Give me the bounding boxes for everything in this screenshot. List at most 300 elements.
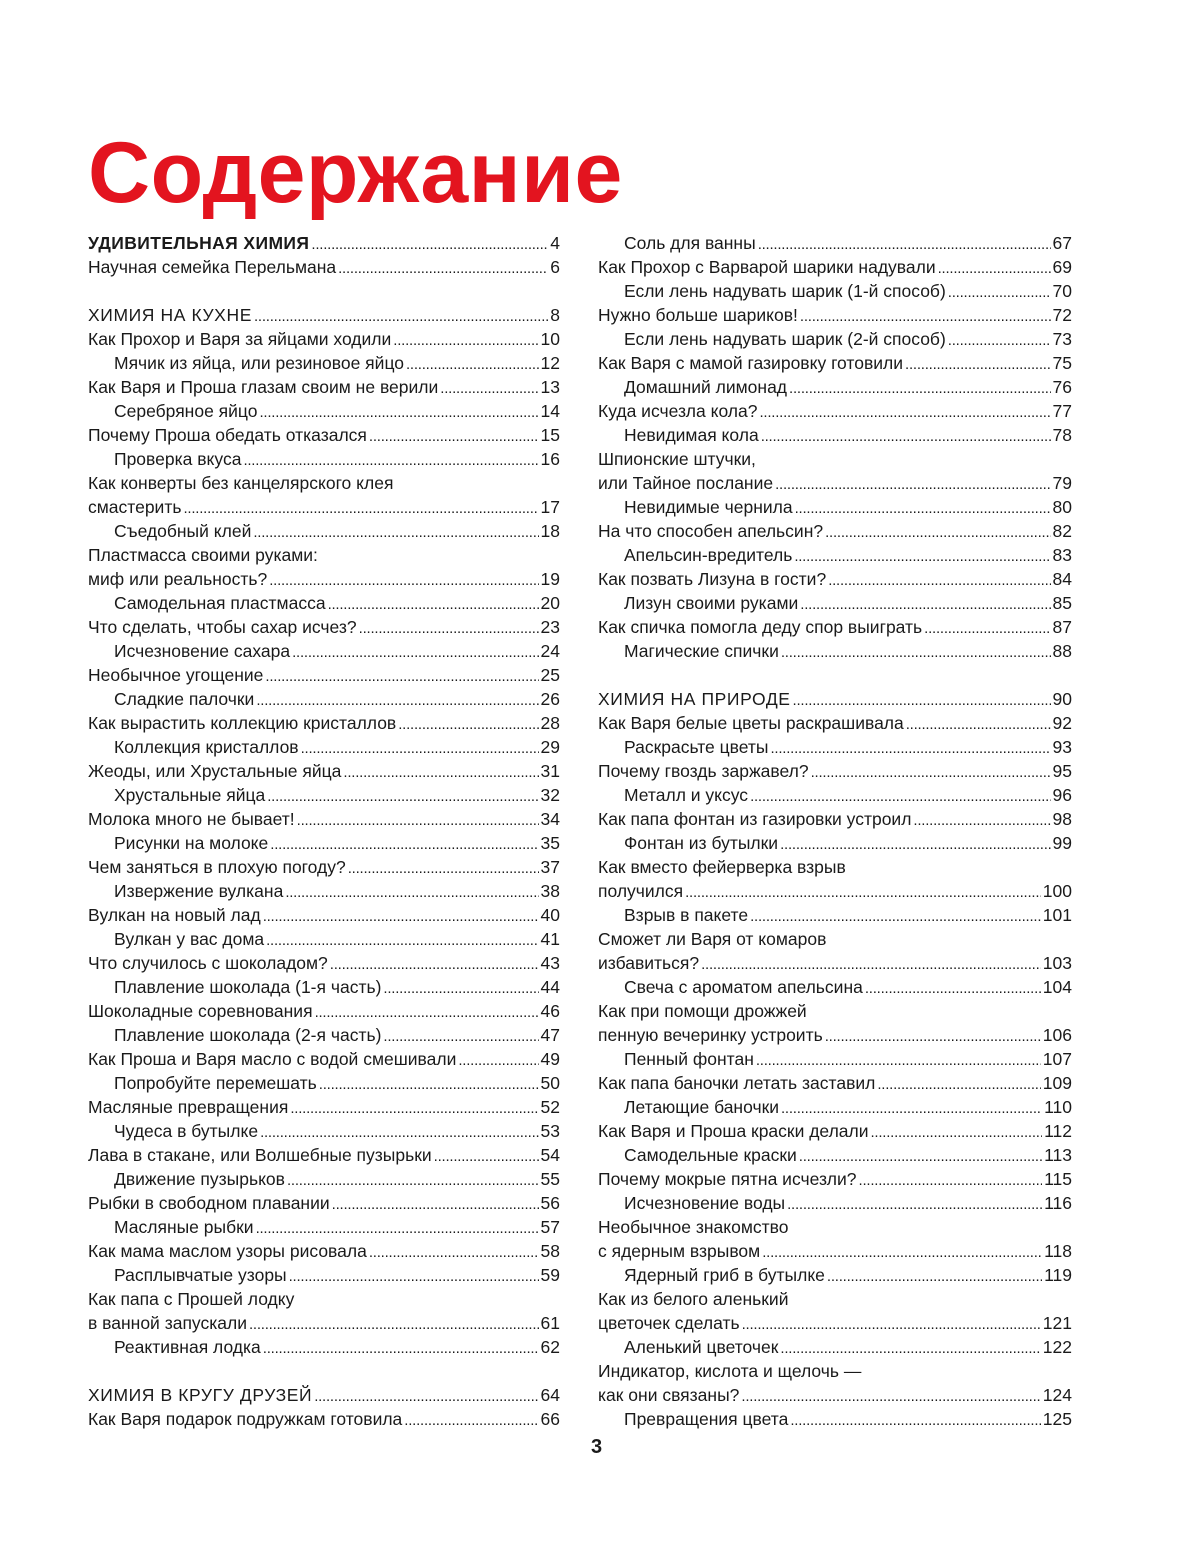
toc-page-number: 38 [540, 881, 560, 901]
dot-leader [440, 375, 538, 399]
toc-entry-title: ХИМИЯ НА ПРИРОДЕ [598, 689, 791, 709]
dot-leader [780, 831, 1050, 855]
toc-entry-title: Расплывчатые узоры [114, 1265, 287, 1285]
toc-entry-title: Научная семейка Перельмана [88, 257, 337, 277]
dot-leader [267, 783, 538, 807]
toc-entry-title: Почему гвоздь заржавел? [598, 761, 809, 781]
toc-page-number: 83 [1052, 545, 1072, 565]
dot-leader [865, 975, 1041, 999]
toc-page-number: 66 [540, 1409, 560, 1429]
toc-entry [598, 399, 1072, 423]
toc-page-number: 40 [540, 905, 560, 925]
toc-entry-title: Что сделать, чтобы сахар исчез? [88, 617, 357, 637]
toc-subentry [598, 639, 1072, 663]
toc-entry-title: Необычное угощение [88, 665, 264, 685]
toc-entry-title: Индикатор, кислота и щелочь — [598, 1361, 862, 1381]
toc-page-number: 99 [1052, 833, 1072, 853]
dot-leader [301, 735, 539, 759]
dot-leader [913, 807, 1050, 831]
toc-page-number: 55 [540, 1169, 560, 1189]
toc-entry [88, 495, 560, 519]
toc-entry-title: Как из белого аленький [598, 1289, 789, 1309]
toc-entry-title: Как папа фонтан из газировки устроил [598, 809, 912, 829]
toc-entry [88, 1191, 560, 1215]
page-title: Содержание [88, 125, 623, 221]
toc-entry-title: Фонтан из бутылки [624, 833, 779, 853]
toc-entry-title: Шпионские штучки, [598, 449, 756, 469]
toc-page-number: 28 [540, 713, 560, 733]
dot-leader [789, 375, 1051, 399]
toc-entry-title: Пенный фонтан [624, 1049, 754, 1069]
toc-entry [88, 327, 560, 351]
toc-left-column [88, 231, 560, 1431]
toc-entry-title: Самодельные краски [624, 1145, 797, 1165]
toc-entry-title: Плавление шоколада (2-я часть) [114, 1025, 382, 1045]
toc-page-number: 64 [540, 1385, 560, 1405]
toc-entry-title: Превращения цвета [624, 1409, 789, 1429]
toc-page-number: 44 [540, 977, 560, 997]
toc-entry-title: Исчезновение сахара [114, 641, 291, 661]
toc-page-number: 69 [1052, 257, 1072, 277]
dot-leader [256, 1215, 539, 1239]
toc-entry-title: Серебряное яйцо [114, 401, 258, 421]
dot-leader [800, 303, 1051, 327]
toc-subentry [598, 1191, 1072, 1215]
dot-leader [948, 279, 1051, 303]
toc-subentry [88, 447, 560, 471]
toc-page-number: 59 [540, 1265, 560, 1285]
dot-leader [259, 399, 538, 423]
toc-page-number: 17 [540, 497, 560, 517]
toc-page-number: 46 [540, 1001, 560, 1021]
dot-leader [759, 399, 1050, 423]
toc-entry [88, 903, 560, 927]
dot-leader [315, 999, 539, 1023]
toc-subentry [88, 879, 560, 903]
toc-page-number: 113 [1044, 1145, 1072, 1165]
toc-page-number: 121 [1042, 1313, 1072, 1333]
toc-page-number: 25 [540, 665, 560, 685]
toc-entry-title: Как Варя и Проша краски делали [598, 1121, 869, 1141]
toc-entry-title: Сможет ли Варя от комаров [598, 929, 827, 949]
toc-subentry [598, 783, 1072, 807]
toc-entry-title: Как Прохор с Варварой шарики надували [598, 257, 936, 277]
toc-subentry [88, 1263, 560, 1287]
toc-entry-title: Взрыв в пакете [624, 905, 749, 925]
toc-page-number: 57 [540, 1217, 560, 1237]
dot-leader [328, 591, 539, 615]
toc-page-number: 92 [1052, 713, 1072, 733]
dot-leader [781, 639, 1051, 663]
toc-entry [88, 663, 560, 687]
toc-page-number: 35 [540, 833, 560, 853]
dot-leader [434, 1143, 539, 1167]
toc-page-number: 52 [540, 1097, 560, 1117]
toc-page-number: 37 [540, 857, 560, 877]
toc-entry-title: с ядерным взрывом [598, 1241, 761, 1261]
dot-leader [270, 831, 538, 855]
toc-subentry [598, 735, 1072, 759]
toc-entry [88, 543, 560, 567]
toc-page-number: 118 [1044, 1241, 1072, 1261]
toc-entry-title: Как при помощи дрожжей [598, 1001, 807, 1021]
page-number: 3 [590, 1436, 603, 1458]
dot-leader [750, 783, 1050, 807]
toc-entry-title: Аленький цветочек [624, 1337, 779, 1357]
toc-page-number: 80 [1052, 497, 1072, 517]
toc-page-number: 32 [540, 785, 560, 805]
dot-leader [877, 1071, 1040, 1095]
toc-page-number: 20 [540, 593, 560, 613]
toc-page-number: 62 [540, 1337, 560, 1357]
dot-leader [825, 519, 1050, 543]
toc-subentry [88, 831, 560, 855]
dot-leader [269, 567, 538, 591]
toc-subentry [88, 351, 560, 375]
toc-page-number: 15 [540, 425, 560, 445]
toc-page-number: 58 [540, 1241, 560, 1261]
toc-entry-title: Молока много не бывает! [88, 809, 295, 829]
toc-entry-title: Реактивная лодка [114, 1337, 261, 1357]
dot-leader [794, 543, 1050, 567]
toc-page-number: 77 [1052, 401, 1072, 421]
toc-entry [88, 1095, 560, 1119]
toc-entry [598, 1215, 1072, 1239]
toc-page-number: 93 [1052, 737, 1072, 757]
toc-entry [598, 1071, 1072, 1095]
toc-subentry [598, 903, 1072, 927]
toc-page-number: 84 [1052, 569, 1072, 589]
toc-entry [598, 1359, 1072, 1383]
dot-leader [263, 903, 539, 927]
dot-leader [811, 759, 1051, 783]
toc-entry-title: получился [598, 881, 684, 901]
toc-entry-title: Попробуйте перемешать [114, 1073, 317, 1093]
toc-entry-title: ХИМИЯ НА КУХНЕ [88, 305, 252, 325]
toc-entry-title: Металл и уксус [624, 785, 749, 805]
toc-page-number: 125 [1042, 1409, 1072, 1429]
toc-entry-title: Масляные превращения [88, 1097, 289, 1117]
dot-leader [795, 495, 1051, 519]
toc-entry [598, 447, 1072, 471]
toc-entry-title: Как конверты без канцелярского клея [88, 473, 394, 493]
dot-leader [369, 423, 539, 447]
toc-entry-title: пенную вечеринку устроить [598, 1025, 823, 1045]
toc-page-number: 115 [1044, 1169, 1072, 1189]
dot-leader [369, 1239, 539, 1263]
toc-entry [598, 1167, 1072, 1191]
toc-page-number: 90 [1052, 689, 1072, 709]
toc-page-number: 85 [1052, 593, 1072, 613]
dot-leader [742, 1311, 1041, 1335]
toc-entry-title: Невидимая кола [624, 425, 759, 445]
toc-subentry [598, 591, 1072, 615]
toc-entry-title: Почему Проша обедать отказался [88, 425, 367, 445]
dot-leader [685, 879, 1041, 903]
dot-leader [332, 1191, 539, 1215]
dot-leader [297, 807, 539, 831]
toc-entry-title: Хрустальные яйца [114, 785, 266, 805]
dot-leader [260, 1119, 538, 1143]
toc-page-number: 29 [540, 737, 560, 757]
dot-leader [287, 1167, 539, 1191]
toc-entry-title: Рыбки в свободном плавании [88, 1193, 330, 1213]
toc-entry-title: Мячик из яйца, или резиновое яйцо [114, 353, 404, 373]
toc-entry [88, 423, 560, 447]
toc-page-number: 79 [1052, 473, 1072, 493]
toc-entry [88, 471, 560, 495]
toc-subentry [88, 927, 560, 951]
toc-entry-title: Съедобный клей [114, 521, 252, 541]
toc-entry-title: Ядерный гриб в бутылке [624, 1265, 825, 1285]
dot-leader [406, 351, 539, 375]
toc-subentry [598, 1143, 1072, 1167]
toc-entry [88, 807, 560, 831]
dot-leader [701, 951, 1041, 975]
toc-entry [88, 1143, 560, 1167]
toc-entry [598, 711, 1072, 735]
toc-page-number: 50 [540, 1073, 560, 1093]
toc-page-number: 4 [550, 233, 560, 253]
toc-subentry [598, 1335, 1072, 1359]
dot-leader [825, 1023, 1041, 1047]
toc-entry [598, 855, 1072, 879]
toc-entry-title: Апельсин-вредитель [624, 545, 793, 565]
toc-entry-title: Как спичка помогла деду спор выиграть [598, 617, 923, 637]
toc-page-number: 23 [540, 617, 560, 637]
toc-page-number: 24 [540, 641, 560, 661]
toc-subentry [598, 1263, 1072, 1287]
dot-leader [265, 663, 538, 687]
dot-leader [256, 687, 538, 711]
dot-leader [311, 231, 548, 255]
dot-leader [859, 1167, 1043, 1191]
toc-subentry [598, 327, 1072, 351]
toc-entry-title: в ванной запускали [88, 1313, 247, 1333]
toc-entry [598, 951, 1072, 975]
toc-entry-title: Чем заняться в плохую погоду? [88, 857, 346, 877]
dot-leader [253, 519, 538, 543]
dot-leader [780, 1335, 1040, 1359]
toc-page-number: 43 [540, 953, 560, 973]
toc-entry-title: Шоколадные соревнования [88, 1001, 313, 1021]
dot-leader [290, 1095, 538, 1119]
toc-entry-title: Чудеса в бутылке [114, 1121, 259, 1141]
toc-subentry [598, 1047, 1072, 1071]
toc-subentry [88, 1215, 560, 1239]
dot-leader [243, 447, 538, 471]
toc-subentry [88, 975, 560, 999]
toc-entry-title: На что способен апельсин? [598, 521, 824, 541]
toc-entry [598, 303, 1072, 327]
toc-entry-title: Лава в стакане, или Волшебные пузырьки [88, 1145, 432, 1165]
toc-entry-title: Нужно больше шариков! [598, 305, 798, 325]
dot-leader [905, 351, 1051, 375]
dot-leader [781, 1095, 1042, 1119]
toc-entry-title: Как вместо фейерверка взрыв [598, 857, 846, 877]
toc-entry [598, 1119, 1072, 1143]
toc-entry [88, 759, 560, 783]
dot-leader [775, 471, 1050, 495]
dot-leader [906, 711, 1051, 735]
dot-leader [828, 567, 1050, 591]
toc-subentry [598, 279, 1072, 303]
toc-entry [598, 615, 1072, 639]
toc-section-heading [598, 687, 1072, 711]
toc-entry-title: Как Проша и Варя масло с водой смешивали [88, 1049, 457, 1069]
toc-entry-title: Извержение вулкана [114, 881, 284, 901]
toc-page-number: 67 [1052, 233, 1072, 253]
toc-entry [88, 711, 560, 735]
dot-leader [249, 1311, 539, 1335]
dot-leader [758, 231, 1051, 255]
toc-subentry [88, 399, 560, 423]
toc-entry-title: Жеоды, или Хрустальные яйца [88, 761, 342, 781]
toc-entry-title: Исчезновение воды [624, 1193, 786, 1213]
toc-entry-title: смастерить [88, 497, 182, 517]
toc-entry-title: как они связаны? [598, 1385, 740, 1405]
toc-page-number: 41 [540, 929, 560, 949]
dot-leader [383, 1023, 538, 1047]
toc-page-number: 122 [1042, 1337, 1072, 1357]
toc-entry [598, 1311, 1072, 1335]
toc-page-number: 100 [1042, 881, 1072, 901]
toc-page-number: 98 [1052, 809, 1072, 829]
toc-entry-title: Как папа с Прошей лодку [88, 1289, 295, 1309]
toc-page-number: 95 [1052, 761, 1072, 781]
toc-subentry [598, 495, 1072, 519]
dot-leader [348, 855, 539, 879]
toc-entry-title: Свеча с ароматом апельсина [624, 977, 863, 997]
toc-page-number: 13 [540, 377, 560, 397]
dot-leader [790, 1407, 1040, 1431]
toc-spacer [88, 279, 560, 303]
toc-subentry [88, 1023, 560, 1047]
toc-entry-title: Как Прохор и Варя за яйцами ходили [88, 329, 392, 349]
toc-page-number: 112 [1044, 1121, 1072, 1141]
toc-subentry [598, 1407, 1072, 1431]
toc-page-number: 109 [1042, 1073, 1072, 1093]
dot-leader [458, 1047, 538, 1071]
dot-leader [404, 1407, 538, 1431]
toc-entry [88, 1287, 560, 1311]
dot-leader [285, 879, 538, 903]
toc-page-number: 6 [550, 257, 560, 277]
toc-entry [598, 1287, 1072, 1311]
toc-page-number: 96 [1052, 785, 1072, 805]
toc-entry-title: УДИВИТЕЛЬНАЯ ХИМИЯ [88, 233, 310, 253]
toc-entry [88, 1239, 560, 1263]
toc-entry [88, 1407, 560, 1431]
toc-page-number: 18 [540, 521, 560, 541]
toc-page-number: 61 [540, 1313, 560, 1333]
toc-page-number: 31 [540, 761, 560, 781]
toc-subentry [598, 423, 1072, 447]
toc-subentry [88, 687, 560, 711]
toc-entry-title: Раскрасьте цветы [624, 737, 769, 757]
toc-page-number: 107 [1042, 1049, 1072, 1069]
toc-entry [598, 927, 1072, 951]
toc-spacer [88, 1359, 560, 1383]
dot-leader [289, 1263, 539, 1287]
toc-entry-title: цветочек сделать [598, 1313, 740, 1333]
toc-page-number: 47 [540, 1025, 560, 1045]
toc-entry-title: Как Варя и Проша глазам своим не верили [88, 377, 439, 397]
toc-page-number: 49 [540, 1049, 560, 1069]
toc-page-number: 16 [540, 449, 560, 469]
dot-leader [383, 975, 538, 999]
toc-entry-title: Сладкие палочки [114, 689, 255, 709]
dot-leader [292, 639, 538, 663]
dot-leader [314, 1383, 538, 1407]
toc-entry [598, 1239, 1072, 1263]
toc-entry-title: Рисунки на молоке [114, 833, 269, 853]
toc-page-number: 87 [1052, 617, 1072, 637]
toc-entry [88, 1047, 560, 1071]
toc-subentry [88, 1119, 560, 1143]
toc-subentry [598, 1095, 1072, 1119]
toc-entry-title: Как Варя с мамой газировку готовили [598, 353, 904, 373]
toc-entry [598, 807, 1072, 831]
toc-entry-title: Домашний лимонад [624, 377, 788, 397]
toc-entry [598, 999, 1072, 1023]
toc-entry [88, 951, 560, 975]
toc-entry-title: ХИМИЯ В КРУГУ ДРУЗЕЙ [88, 1385, 313, 1405]
toc-subentry [88, 735, 560, 759]
toc-page-number: 8 [550, 305, 560, 325]
toc-page-number: 19 [540, 569, 560, 589]
toc-page-number: 82 [1052, 521, 1072, 541]
toc-entry-title: Как позвать Лизуна в гости? [598, 569, 827, 589]
toc-page-number: 103 [1042, 953, 1072, 973]
dot-leader [183, 495, 538, 519]
toc-entry [598, 1023, 1072, 1047]
toc-entry-title: Проверка вкуса [114, 449, 242, 469]
toc-entry-title: избавиться? [598, 953, 700, 973]
toc-subentry [598, 375, 1072, 399]
toc-entry [598, 255, 1072, 279]
toc-entry-title: Пластмасса своими руками: [88, 545, 318, 565]
toc-entry-title: Почему мокрые пятна исчезли? [598, 1169, 857, 1189]
dot-leader [799, 1143, 1042, 1167]
dot-leader [266, 927, 538, 951]
toc-entry-title: Лизун своими руками [624, 593, 799, 613]
toc-section-heading [88, 303, 560, 327]
toc-entry [88, 615, 560, 639]
toc-page-number: 124 [1042, 1385, 1072, 1405]
toc-entry-title: Как вырастить коллекцию кристаллов [88, 713, 397, 733]
toc-page-number: 53 [540, 1121, 560, 1141]
toc-subentry [598, 831, 1072, 855]
toc-page-number: 75 [1052, 353, 1072, 373]
toc-entry-title: Как папа баночки летать заставил [598, 1073, 876, 1093]
toc-section-heading [88, 231, 560, 255]
toc-subentry [88, 783, 560, 807]
toc-page-number: 56 [540, 1193, 560, 1213]
toc-subentry [88, 519, 560, 543]
dot-leader [254, 303, 548, 327]
toc-spacer [598, 663, 1072, 687]
toc-page-number: 54 [540, 1145, 560, 1165]
toc-entry [88, 255, 560, 279]
toc-entry-title: Вулкан на новый лад [88, 905, 261, 925]
toc-entry [88, 1311, 560, 1335]
toc-entry-title: Масляные рыбки [114, 1217, 254, 1237]
toc-entry-title: Невидимые чернила [624, 497, 793, 517]
dot-leader [338, 255, 548, 279]
toc-entry-title: Если лень надувать шарик (1-й способ) [624, 281, 946, 301]
toc-entry [598, 1383, 1072, 1407]
